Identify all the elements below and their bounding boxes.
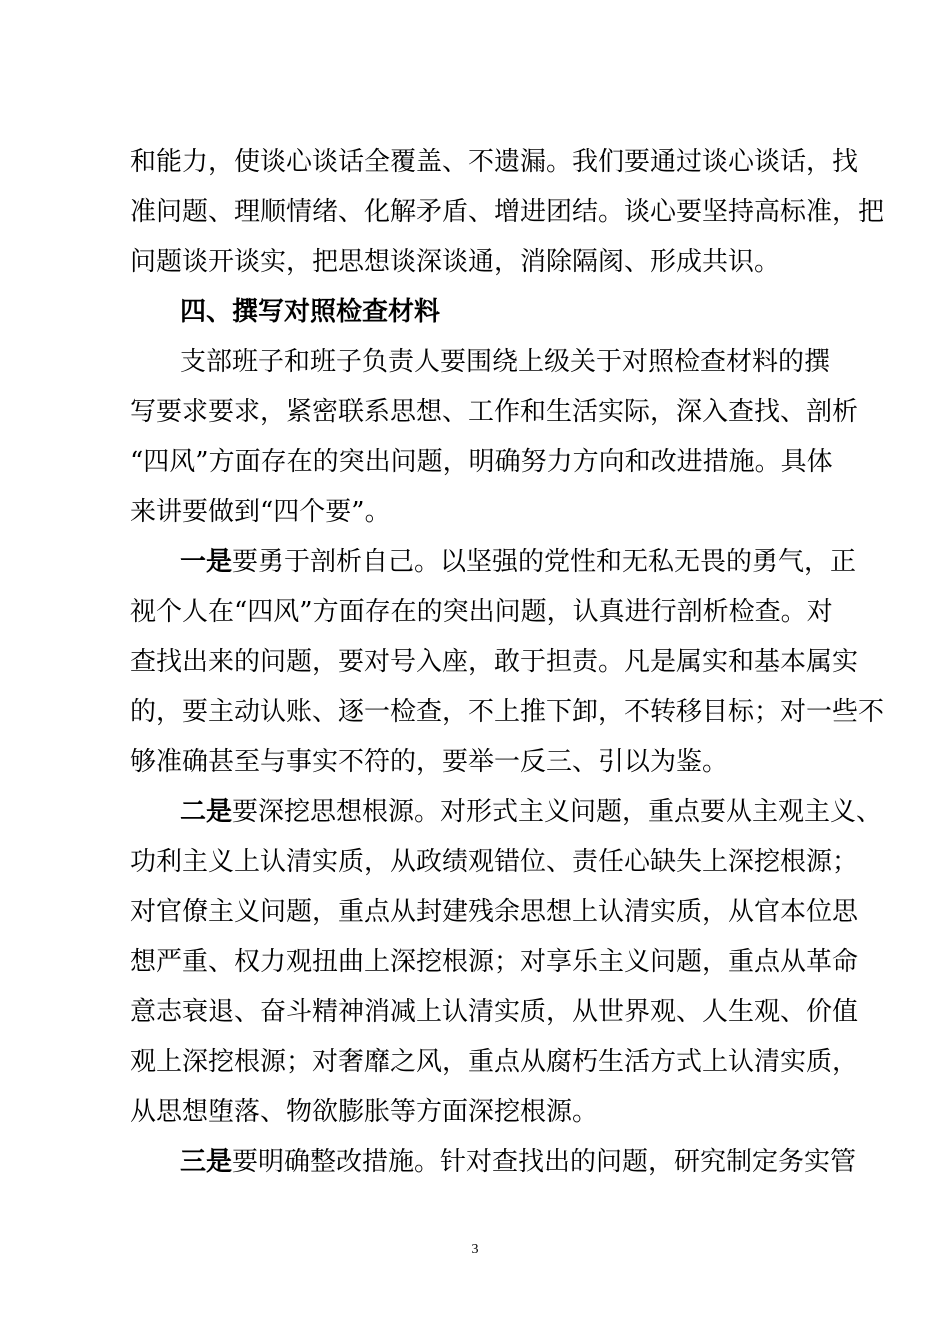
- lead-in-second: 二是: [180, 797, 233, 827]
- paragraph-line-second: [180, 792, 883, 832]
- page-number: 3: [471, 1242, 479, 1257]
- body-line: 想严重、权力观扭曲上深挖根源；对享乐主义问题，重点从革命: [130, 947, 859, 977]
- body-line: “四风”方面存在的突出问题，明确努力方向和改进措施。具体: [130, 447, 833, 477]
- body-line: 和能力，使谈心谈话全覆盖、不遗漏。我们要通过谈心谈话，找: [130, 147, 859, 177]
- lead-in-first: 一是: [180, 547, 233, 577]
- body-line: 功利主义上认清实质，从政绩观错位、责任心缺失上深挖根源；: [130, 847, 859, 877]
- paragraph-line-third: [180, 1142, 857, 1182]
- body-line: 的，要主动认账、逐一检查，不上推下卸，不转移目标；对一些不: [130, 697, 885, 727]
- paragraph-text: 要明确整改措施。针对查找出的问题，研究制定务实管: [232, 1147, 857, 1177]
- body-line: 意志衰退、奋斗精神消减上认清实质，从世界观、人生观、价值: [130, 997, 859, 1027]
- body-line: 准问题、理顺情绪、化解矛盾、增进团结。谈心要坚持高标准，把: [130, 197, 885, 227]
- lead-in-third: 三是: [180, 1147, 233, 1177]
- body-line: 从思想堕落、物欲膨胀等方面深挖根源。: [130, 1097, 599, 1127]
- body-line: 支部班子和班子负责人要围绕上级关于对照检查材料的撰: [180, 347, 831, 377]
- section-heading: 四、撰写对照检查材料: [180, 297, 441, 327]
- body-line: 视个人在“四风”方面存在的突出问题，认真进行剖析检查。对: [130, 597, 833, 627]
- paragraph-line-first: [180, 542, 857, 582]
- body-line: 够准确甚至与事实不符的，要举一反三、引以为鉴。: [130, 747, 729, 777]
- paragraph-text: 要深挖思想根源。对形式主义问题，重点要从主观主义、: [232, 797, 883, 827]
- body-line: 观上深挖根源；对奢靡之风，重点从腐朽生活方式上认清实质，: [130, 1047, 859, 1077]
- body-line: 问题谈开谈实，把思想谈深谈通，消除隔阂、形成共识。: [130, 247, 781, 277]
- body-line: 对官僚主义问题，重点从封建残余思想上认清实质，从官本位思: [130, 897, 859, 927]
- body-line: 来讲要做到“四个要”。: [130, 497, 391, 527]
- body-line: 写要求要求，紧密联系思想、工作和生活实际，深入查找、剖析: [130, 397, 859, 427]
- body-line: 查找出来的问题，要对号入座，敢于担责。凡是属实和基本属实: [130, 647, 859, 677]
- paragraph-text: 要勇于剖析自己。以坚强的党性和无私无畏的勇气，正: [232, 547, 857, 577]
